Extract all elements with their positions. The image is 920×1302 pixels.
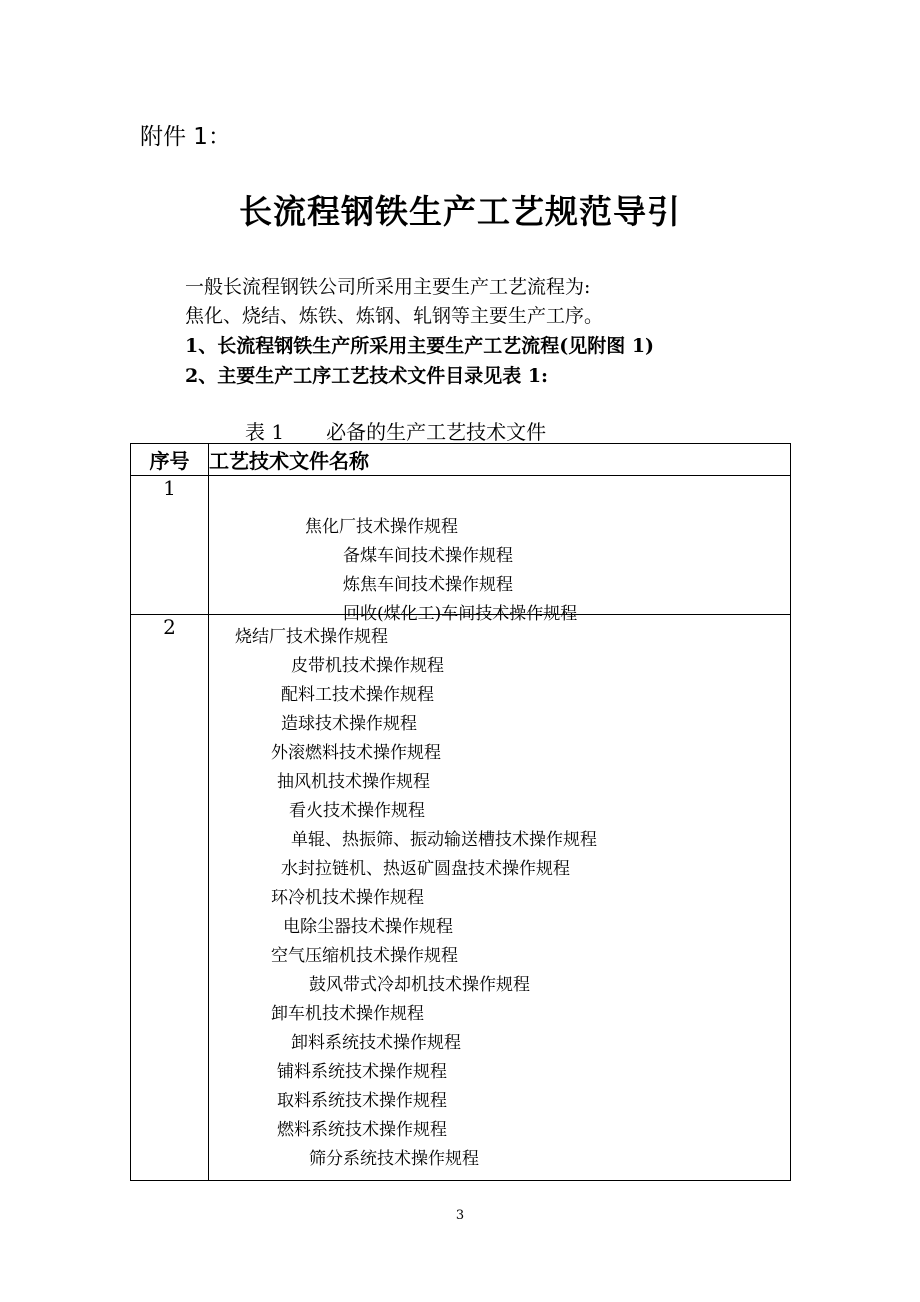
table-caption-label: 表 1 [245, 420, 285, 444]
doc-item: 外滚燃料技术操作规程 [271, 743, 441, 763]
document-title: 长流程钢铁生产工艺规范导引 [239, 192, 681, 231]
page-number: 3 [455, 1208, 465, 1223]
doc-item: 取料系统技术操作规程 [277, 1091, 447, 1111]
row-number: 2 [131, 615, 209, 1181]
table-row [131, 476, 791, 615]
doc-item: 铺料系统技术操作规程 [277, 1062, 447, 1082]
header-name: 工艺技术文件名称 [209, 444, 791, 476]
table-caption-title: 必备的生产工艺技术文件 [326, 420, 547, 444]
row-number: 1 [131, 476, 209, 615]
doc-item: 卸料系统技术操作规程 [291, 1033, 461, 1053]
doc-item: 皮带机技术操作规程 [291, 656, 444, 676]
row-doc-list [209, 476, 791, 624]
intro-line-2: 焦化、烧结、炼铁、炼钢、轧钢等主要生产工序。 [185, 305, 604, 327]
section-heading-2: 2、主要生产工序工艺技术文件目录见表 1: [185, 365, 549, 387]
doc-item: 筛分系统技术操作规程 [309, 1149, 479, 1169]
doc-item: 炼焦车间技术操作规程 [343, 575, 513, 595]
doc-item: 水封拉链机、热返矿圆盘技术操作规程 [281, 859, 570, 879]
doc-item: 备煤车间技术操作规程 [343, 546, 513, 566]
header-number: 序号 [131, 444, 209, 476]
doc-item: 焦化厂技术操作规程 [305, 517, 458, 537]
doc-item: 烧结厂技术操作规程 [235, 627, 388, 647]
table-header-row [131, 444, 791, 476]
attachment-label: 附件 1： [140, 124, 231, 150]
doc-item: 看火技术操作规程 [289, 801, 425, 821]
table-row [131, 615, 791, 1181]
doc-item: 电除尘器技术操作规程 [283, 917, 453, 937]
doc-item: 环冷机技术操作规程 [271, 888, 424, 908]
table-caption [245, 416, 546, 445]
tech-docs-table [130, 443, 791, 1181]
section-heading-1: 1、长流程钢铁生产所采用主要生产工艺流程(见附图 1) [185, 335, 655, 357]
intro-line-1: 一般长流程钢铁公司所采用主要生产工艺流程为: [185, 276, 591, 298]
row-doc-list [209, 615, 791, 1181]
doc-item: 燃料系统技术操作规程 [277, 1120, 447, 1140]
doc-item: 卸车机技术操作规程 [271, 1004, 424, 1024]
doc-item: 单辊、热振筛、振动输送槽技术操作规程 [291, 830, 597, 850]
doc-item: 鼓风带式冷却机技术操作规程 [309, 975, 530, 995]
doc-item: 空气压缩机技术操作规程 [271, 946, 458, 966]
doc-item: 回收(煤化工)车间技术操作规程 [343, 604, 578, 624]
doc-item: 配料工技术操作规程 [281, 685, 434, 705]
doc-item: 抽风机技术操作规程 [277, 772, 430, 792]
doc-item: 造球技术操作规程 [281, 714, 417, 734]
